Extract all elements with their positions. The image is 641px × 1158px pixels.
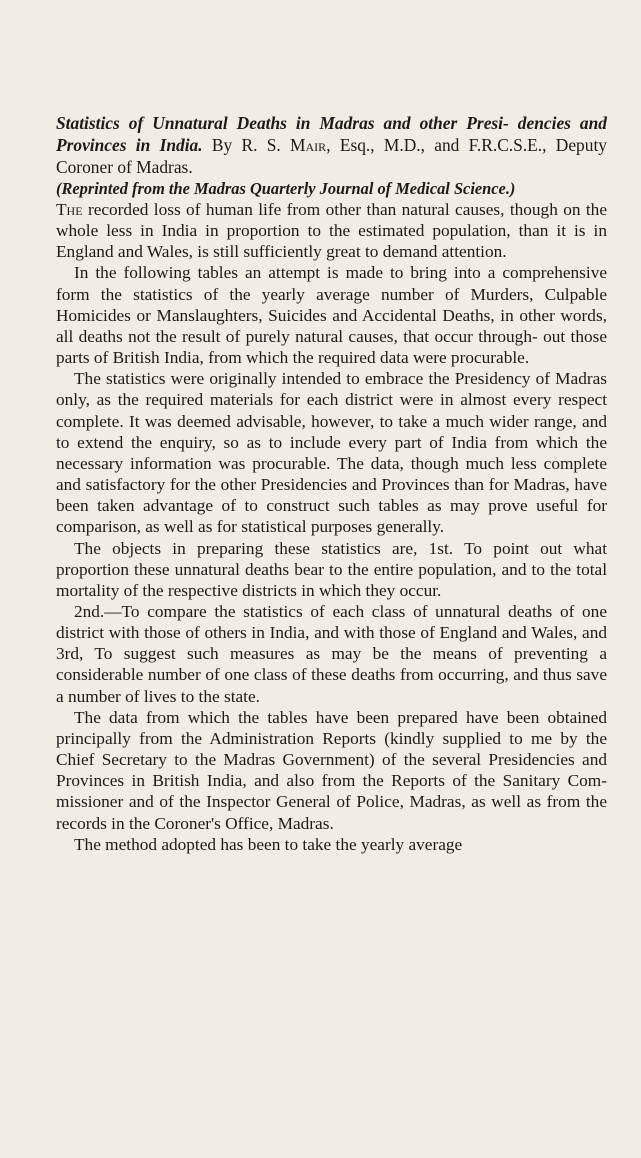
paragraph-2: In the following tables an attempt is made to bring into a comprehensive form the statistics of the yearly average number of Murders, Culpable Homicides or Manslaughters, Suicides and Accidental Deaths, in other words, all deaths not the result of purely natural causes, that occur through- out those parts of British India, from which the required data were procurable. bbox=[56, 263, 607, 368]
paragraph-1 bbox=[56, 199, 607, 262]
paragraph-1-text: recorded loss of human life from other than natural causes, though on the whole less in India in proportion to the estimated population, than it is in England and Wales, is still sufficiently great to demand attention. bbox=[56, 200, 607, 262]
paragraph-4: The objects in preparing these statistics are, 1st. To point out what proportion these unnatural deaths bear to the entire population, and to the total mortality of the respective districts in which they occur. bbox=[56, 538, 607, 600]
paragraph-7: The method adopted has been to take the yearly average bbox=[74, 834, 463, 854]
author-surname: Mair bbox=[290, 135, 327, 155]
paragraph-5: 2nd.—To compare the statistics of each class of unnatural deaths of one district with those of others in India, and with those of England and Wales, and 3rd, To suggest such measures as may be the means of preventing a considerable number of one class of these deaths from occurring, and thus save a number of lives to the state. bbox=[56, 601, 607, 706]
title-italic: Statistics of Unnatural Deaths in Madras and other Presi- dencies and Provinces in India. bbox=[56, 113, 607, 155]
article-title bbox=[56, 112, 607, 178]
paragraph-6: The data from which the tables have been prepared have been obtained principally from the Administration Reports (kindly supplied to me by the Chief Secretary to the Madras Government) of the several Presidencies and Provinces in British India, and also from the Reports of the Sanitary Com- missioner and of the Inspector General of Police, Madras, as well as from the records in the Coroner's Office, Madras. bbox=[56, 707, 607, 833]
reprint-note: (Reprinted from the Madras Quarterly Journal of Medical Science.) bbox=[56, 179, 516, 198]
title-by: By R. S. bbox=[211, 135, 281, 155]
title-rest: , Esq., M.D., and F.R.C.S.E., Deputy Coroner of Madras. bbox=[56, 135, 607, 177]
first-word: The bbox=[56, 200, 83, 219]
paragraph-3: The statistics were originally intended to embrace the Presidency of Madras only, as the required materials for each district were in almost every respect complete. It was deemed advisable, however, to take a much wider range, and to extend the enquiry, so as to include every part of India from which the necessary information was procurable. The data, though much less complete and satisfactory for the other Presidencies and Provinces than for Madras, have been taken advantage of to construct such tables as may prove useful for comparison, as well as for statistical purposes generally. bbox=[56, 369, 607, 537]
